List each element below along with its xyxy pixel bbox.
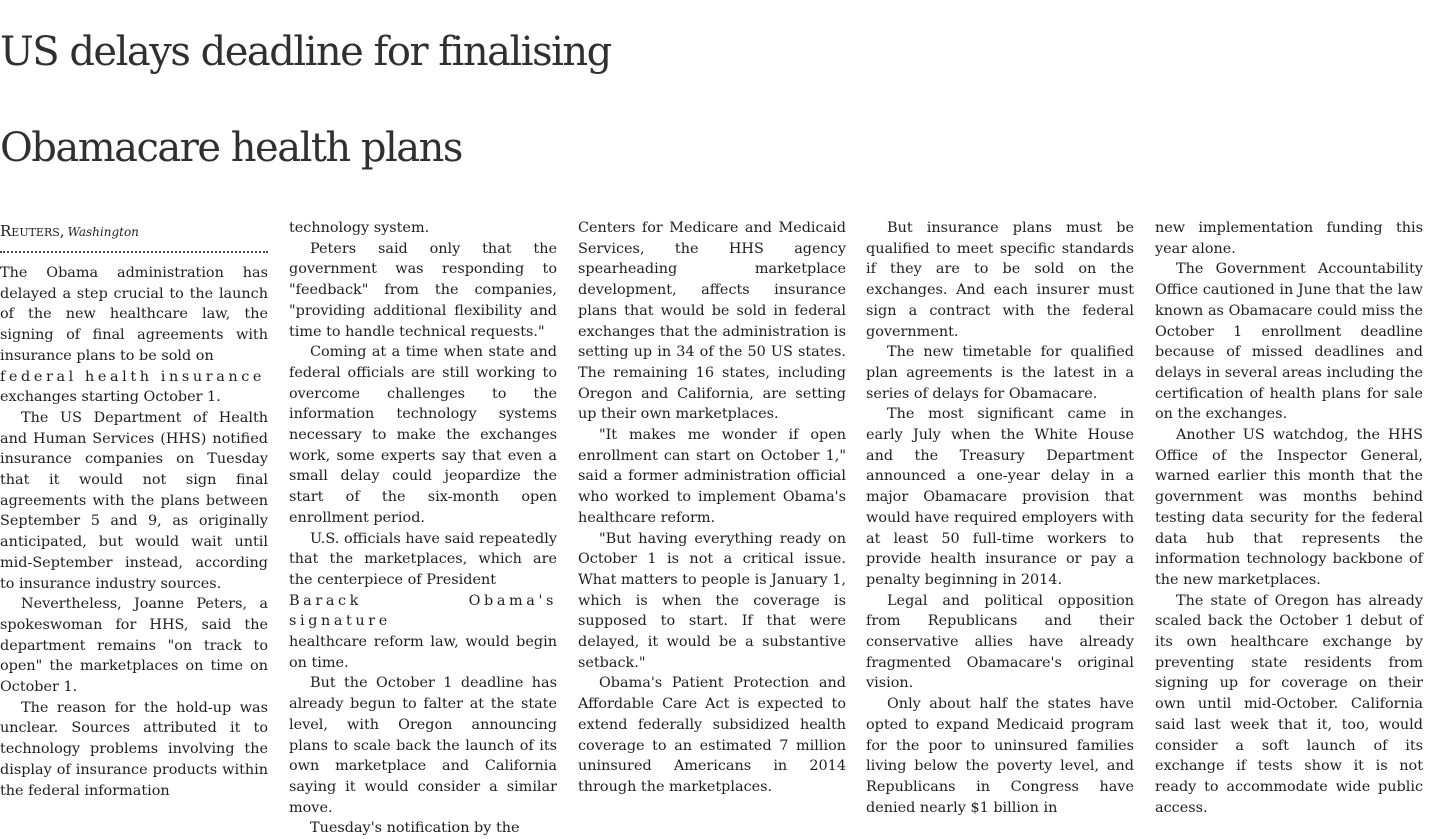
paragraph: Nevertheless, Joanne Peters, a spokeswoman for HHS, said the department remains "on track to open" the marketplaces on time on October 1. [0,596,268,696]
paragraph: Obama's Patient Protection and Affordable Care Act is expected to extend federally subsidized health coverage to an estimated 7 million uninsured Americans in 2014 through the marketplaces. [578,675,846,795]
paragraph: Another US watchdog, the HHS Office of the Inspector General, warned earlier this month that the government was months behind testing data security for the federal data hub that represents the information technology backbone of the new marketplaces. [1155,427,1423,588]
paragraph: The Government Accountability Office cautioned in June that the law known as Obamacare could miss the October 1 enrollment deadline because of missed deadlines and delays in several areas including the certification of health plans for sale on the exchanges. [1155,261,1423,423]
dotted-divider [0,249,268,253]
article-body [0,218,1438,837]
paragraph: Tuesday's notification by the [310,820,520,837]
paragraph: U.S. officials have said repeatedly that the marketplaces, which are the centerpiece of President [289,530,557,588]
paragraph: Coming at a time when state and federal officials are still working to overcome challenges to the information technology systems necessary to make the exchanges work, some experts say that even a small delay could jeopardize the start of the six-month open enrollment period. [289,344,557,526]
paragraph: new implementation funding this year alone. [1155,220,1423,257]
headline [0,4,1438,196]
paragraph: Peters said only that the government was responding to "feedback" from the companies, "providing additional flexibility and time to handle technical requests." [289,240,557,340]
paragraph: The Obama administration has delayed a step crucial to the launch of the new healthcare law, the signing of final agreements with insurance plans to be sold on [0,265,268,364]
paragraph: But insurance plans must be qualified to meet specific standards if they are to be sold on the exchanges. And each insurer must sign a contract with the federal government. [866,220,1134,340]
paragraph: "But having everything ready on October 1 is not a critical issue. What matters to people is January 1, which is when the coverage is supposed to start. If that were delayed, it would be a substantive setback." [578,530,846,671]
paragraph: But the October 1 deadline has already begun to falter at the state level, with Oregon announcing plans to scale back the launch of its own marketplace and California saying it would consider a similar move. [289,675,557,816]
news-agency: Reuters, [0,222,65,240]
article-column-5 [1155,218,1423,816]
headline-line-2: Obamacare health plans [0,125,462,171]
paragraph: Centers for Medicare and Medicaid Services, the HHS agency spearheading marketplace development, affects insurance plans that would be sold in federal exchanges that the administration is setting up in 34 of the 50 US states. The remaining 16 states, including Oregon and California, are setting up their own marketplaces. [578,220,846,423]
paragraph: exchanges starting October 1. [0,389,221,406]
article-column-2 [289,218,557,837]
paragraph: Barack Obama's signature [289,592,557,630]
article-column-4 [866,218,1134,816]
paragraph: The state of Oregon has already scaled back the October 1 debut of its own healthcare exchange by preventing state residents from signing up for coverage on their own until mid-October. California said last week that it, too, would consider a soft launch of its exchange if tests show it is not ready to accommodate wide public access. [1155,592,1423,816]
dateline [0,221,268,241]
paragraph: "It makes me wonder if open enrollment can start on October 1," said a former administration official who worked to implement Obama's healthcare reform. [578,427,846,526]
paragraph: Legal and political opposition from Republicans and their conservative allies have already fragmented Obamacare's original vision. [866,592,1134,692]
paragraph: The reason for the hold-up was unclear. Sources attributed it to technology problems involving the display of insurance products within the federal information [0,699,268,799]
article-column-1 [0,218,268,807]
headline-line-1: US delays deadline for finalising [0,29,611,75]
paragraph: The US Department of Health and Human Services (HHS) notified insurance companies on Tuesday that it would not sign final agreements with the plans between September 5 and 9, as originally anticipated, but would wait until mid-September instead, according to insurance industry sources. [0,409,268,592]
paragraph: The new timetable for qualified plan agreements is the latest in a series of delays for Obamacare. [866,344,1134,402]
paragraph: The most significant came in early July when the White House and the Treasury Department announced a one-year delay in a major Obamacare provision that would have required employers with at least 50 full-time workers to provide health insurance or pay a penalty beginning in 2014. [866,406,1134,588]
paragraph: federal health insurance [0,368,266,385]
paragraph: technology system. [289,220,430,236]
article-column-3 [578,218,846,807]
dateline-place: Washington [67,225,139,239]
paragraph: Only about half the states have opted to expand Medicaid program for the poor to uninsured families living below the poverty level, and Republicans in Congress have denied nearly $1 billion in [866,696,1134,816]
paragraph: healthcare reform law, would begin on time. [289,634,557,671]
